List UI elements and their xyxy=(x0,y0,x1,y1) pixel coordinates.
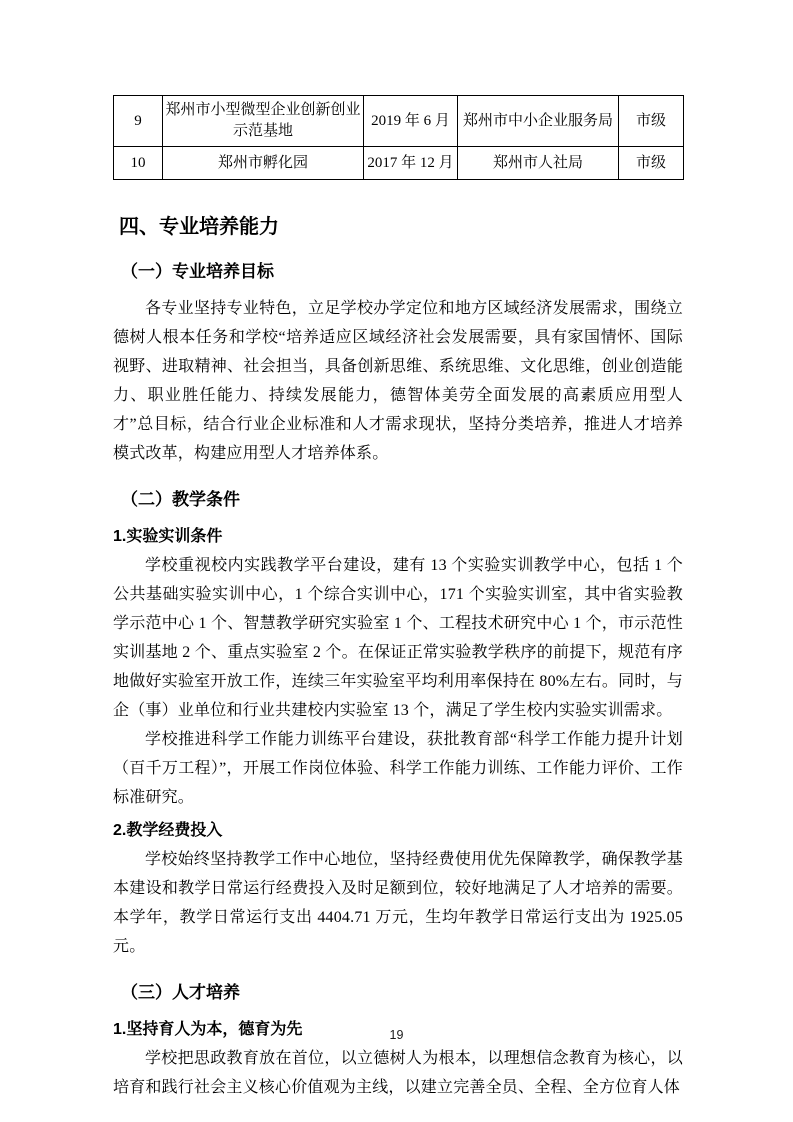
cell-award-name: 郑州市孵化园 xyxy=(163,147,364,180)
section-heading-talent-cultivation: （三）人才培养 xyxy=(121,983,240,1002)
paragraph-moral-education: 学校把思政教育放在首位，以立德树人为根本，以理想信念教育为核心，以培育和践行社会主义核心价值观为主线，以建立完善全员、全程、全方位育人体 xyxy=(113,1050,683,1096)
cell-award-date: 2017 年 12 月 xyxy=(364,147,458,180)
page-content xyxy=(113,95,683,1102)
table-row xyxy=(114,96,684,147)
cell-award-level: 市级 xyxy=(619,147,684,180)
paragraph-training-goal: 各专业坚持专业特色，立足学校办学定位和地方区域经济发展需求，围绕立德树人根本任务和学校“培养适应区域经济社会发展需要，具有家国情怀、国际视野、进取精神、社会担当，具备创新思维、系统思维、文化思维，创业创造能力、职业胜任能力、持续发展能力，德智体美劳全面发展的高素质应用型人才”总目标，结合行业企业标准和人才需求现状，坚持分类培养，推进人才培养模式改革，构建应用型人才培养体系。 xyxy=(113,300,683,462)
cell-award-level: 市级 xyxy=(619,96,684,147)
subsection-heading-teaching-funds: 2.教学经费投入 xyxy=(113,822,223,839)
section-heading-teaching-conditions: （二）教学条件 xyxy=(121,490,240,509)
page-number: 19 xyxy=(389,1028,404,1042)
table-row xyxy=(114,147,684,180)
chapter-heading: 四、专业培养能力 xyxy=(119,216,279,238)
paragraph-teaching-funds: 学校始终坚持教学工作中心地位，坚持经费使用优先保障教学，确保教学基本建设和教学日常运行经费投入及时足额到位，较好地满足了人才培养的需要。本学年，教学日常运行支出 4404.71 万元，生均年教学日常运行支出为 1925.05 元。 xyxy=(113,851,683,955)
paragraph-lab-conditions-2: 学校推进科学工作能力训练平台建设，获批教育部“科学工作能力提升计划（百千万工程）”，开展工作岗位体验、科学工作能力训练、工作能力评价、工作标准研究。 xyxy=(113,731,683,806)
award-table xyxy=(113,95,684,180)
cell-row-number: 10 xyxy=(114,147,163,180)
cell-award-org: 郑州市中小企业服务局 xyxy=(458,96,619,147)
cell-award-org: 郑州市人社局 xyxy=(458,147,619,180)
cell-row-number: 9 xyxy=(114,96,163,147)
section-heading-training-goal: （一）专业培养目标 xyxy=(121,262,274,281)
subsection-heading-moral-education: 1.坚持育人为本，德育为先 xyxy=(113,1021,303,1038)
paragraph-lab-conditions-1: 学校重视校内实践教学平台建设，建有 13 个实验实训教学中心，包括 1 个公共基础实验实训中心，1 个综合实训中心，171 个实验实训室，其中省实验教学示范中心 1 个、智慧教学研究实验室 1 个、工程技术研究中心 1 个，市示范性实训基地 2 个、重点实验室 2 个。在保证正常实验教学秩序的前提下，规范有序地做好实验室开放工作，连续三年实验室平均利用率保持在 80%左右。同时，与企（事）业单位和行业共建校内实验室 13 个，满足了学生校内实验实训需求。 xyxy=(113,557,683,719)
cell-award-date: 2019 年 6 月 xyxy=(364,96,458,147)
cell-award-name: 郑州市小型微型企业创新创业示范基地 xyxy=(163,96,364,147)
subsection-heading-lab-conditions: 1.实验实训条件 xyxy=(113,528,223,545)
